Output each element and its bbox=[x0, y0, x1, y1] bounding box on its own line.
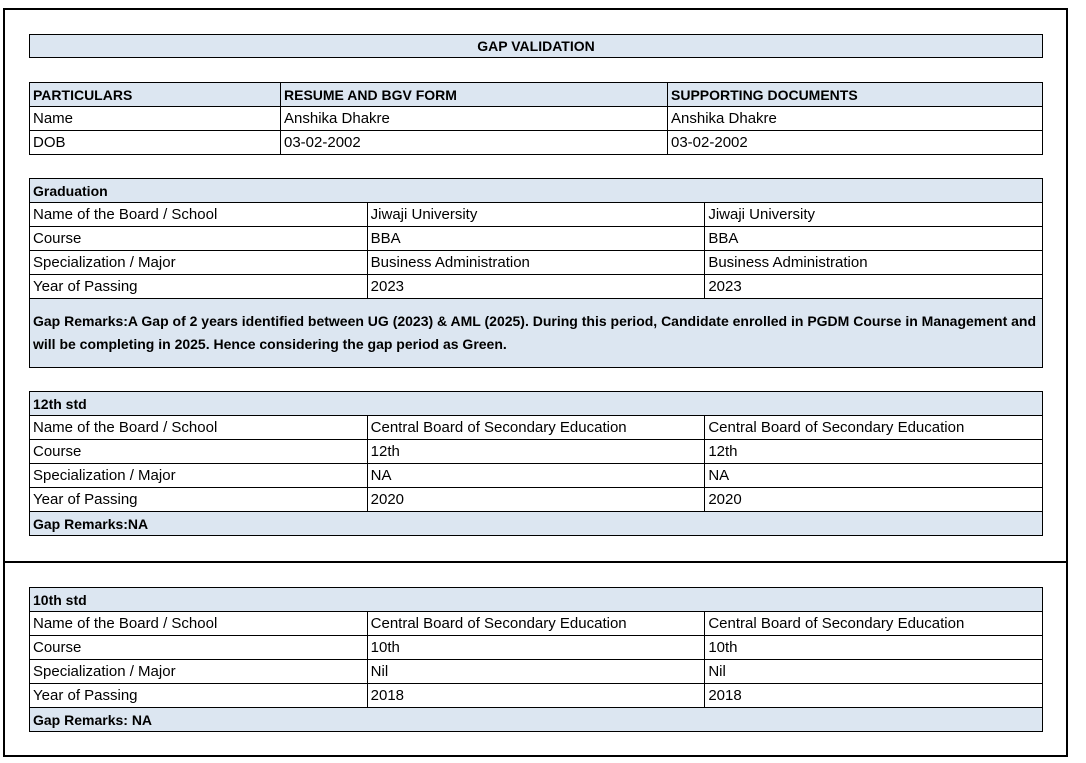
row-label: Course bbox=[30, 227, 368, 251]
twelfth-table bbox=[29, 391, 1043, 536]
resume-value: 2023 bbox=[367, 275, 705, 299]
table-row bbox=[30, 416, 1043, 440]
docs-value: Central Board of Secondary Education bbox=[705, 416, 1043, 440]
table-row bbox=[30, 107, 1043, 131]
header-supporting-docs: SUPPORTING DOCUMENTS bbox=[668, 83, 1043, 107]
graduation-table bbox=[29, 178, 1043, 368]
section-heading-row bbox=[30, 179, 1043, 203]
docs-value: Business Administration bbox=[705, 251, 1043, 275]
docs-value: 10th bbox=[705, 636, 1043, 660]
section-heading-row bbox=[30, 392, 1043, 416]
docs-value: Central Board of Secondary Education bbox=[705, 612, 1043, 636]
table-row bbox=[30, 227, 1043, 251]
docs-value: NA bbox=[705, 464, 1043, 488]
docs-value: Nil bbox=[705, 660, 1043, 684]
tenth-heading: 10th std bbox=[30, 588, 1043, 612]
docs-value: 2023 bbox=[705, 275, 1043, 299]
table-row bbox=[30, 636, 1043, 660]
row-label: Course bbox=[30, 440, 368, 464]
table-row bbox=[30, 684, 1043, 708]
resume-value: Nil bbox=[367, 660, 705, 684]
graduation-heading: Graduation bbox=[30, 179, 1043, 203]
resume-value: 03-02-2002 bbox=[281, 131, 668, 155]
twelfth-heading: 12th std bbox=[30, 392, 1043, 416]
resume-value: 2020 bbox=[367, 488, 705, 512]
graduation-gap-remarks: Gap Remarks:A Gap of 2 years identified between UG (2023) & AML (2025). During this period, Candidate enrolled in PGDM Course in Management and will be completing in 2025. Hence considering the gap period as Green. bbox=[30, 299, 1043, 368]
twelfth-gap-remarks: Gap Remarks:NA bbox=[30, 512, 1043, 536]
row-label: Year of Passing bbox=[30, 275, 368, 299]
row-label: Name bbox=[30, 107, 281, 131]
page-two bbox=[3, 561, 1068, 757]
resume-value: Jiwaji University bbox=[367, 203, 705, 227]
row-label: Specialization / Major bbox=[30, 660, 368, 684]
row-label: Course bbox=[30, 636, 368, 660]
row-label: Specialization / Major bbox=[30, 251, 368, 275]
docs-value: BBA bbox=[705, 227, 1043, 251]
resume-value: Business Administration bbox=[367, 251, 705, 275]
table-row bbox=[30, 440, 1043, 464]
docs-value: 2020 bbox=[705, 488, 1043, 512]
table-row bbox=[30, 251, 1043, 275]
table-row bbox=[30, 612, 1043, 636]
table-row bbox=[30, 275, 1043, 299]
resume-value: Central Board of Secondary Education bbox=[367, 612, 705, 636]
row-label: Specialization / Major bbox=[30, 464, 368, 488]
resume-value: Anshika Dhakre bbox=[281, 107, 668, 131]
table-row bbox=[30, 131, 1043, 155]
resume-value: 12th bbox=[367, 440, 705, 464]
table-row bbox=[30, 203, 1043, 227]
row-label: Name of the Board / School bbox=[30, 203, 368, 227]
personal-table bbox=[29, 82, 1043, 155]
header-resume: RESUME AND BGV FORM bbox=[281, 83, 668, 107]
table-row bbox=[30, 464, 1043, 488]
tenth-gap-remarks: Gap Remarks: NA bbox=[30, 708, 1043, 732]
tenth-table bbox=[29, 587, 1043, 732]
resume-value: BBA bbox=[367, 227, 705, 251]
section-heading-row bbox=[30, 588, 1043, 612]
docs-value: 12th bbox=[705, 440, 1043, 464]
table-row bbox=[30, 488, 1043, 512]
row-label: DOB bbox=[30, 131, 281, 155]
table-row bbox=[30, 660, 1043, 684]
docs-value: 2018 bbox=[705, 684, 1043, 708]
row-label: Year of Passing bbox=[30, 488, 368, 512]
resume-value: 10th bbox=[367, 636, 705, 660]
row-label: Name of the Board / School bbox=[30, 416, 368, 440]
gap-remarks-row bbox=[30, 512, 1043, 536]
docs-value: Jiwaji University bbox=[705, 203, 1043, 227]
resume-value: 2018 bbox=[367, 684, 705, 708]
docs-value: Anshika Dhakre bbox=[668, 107, 1043, 131]
header-particulars: PARTICULARS bbox=[30, 83, 281, 107]
header-row bbox=[30, 83, 1043, 107]
gap-remarks-row bbox=[30, 708, 1043, 732]
resume-value: NA bbox=[367, 464, 705, 488]
resume-value: Central Board of Secondary Education bbox=[367, 416, 705, 440]
page-title: GAP VALIDATION bbox=[29, 34, 1043, 58]
row-label: Year of Passing bbox=[30, 684, 368, 708]
gap-remarks-row bbox=[30, 299, 1043, 368]
page-one bbox=[3, 8, 1068, 563]
docs-value: 03-02-2002 bbox=[668, 131, 1043, 155]
row-label: Name of the Board / School bbox=[30, 612, 368, 636]
